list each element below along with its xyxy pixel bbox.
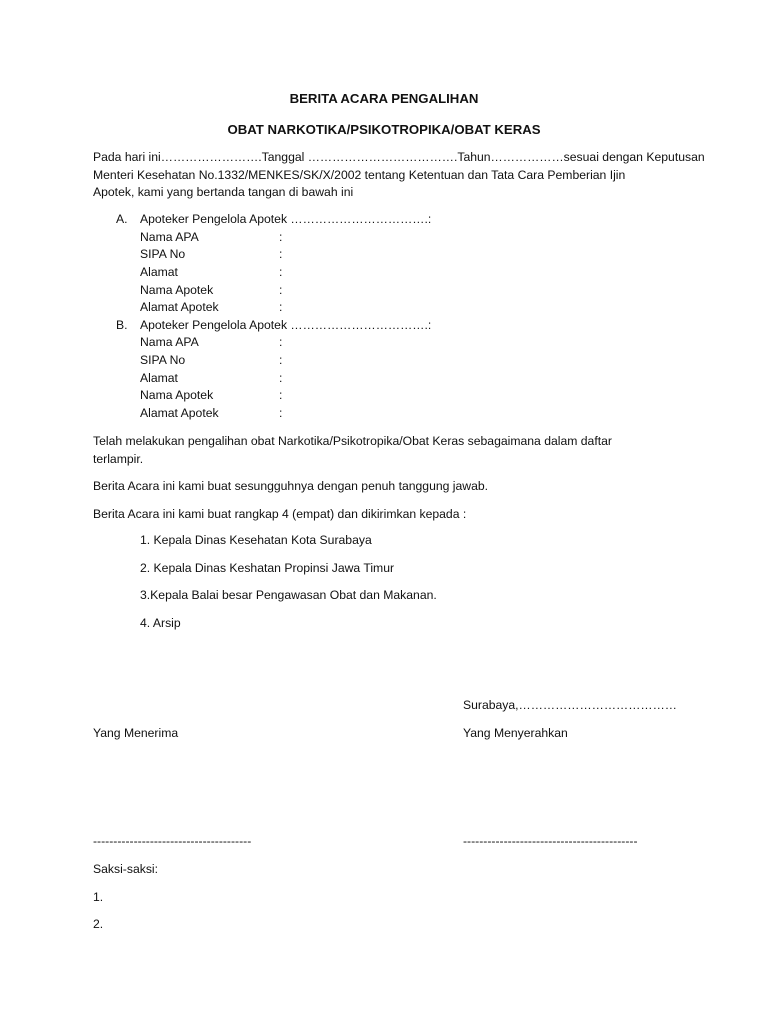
receiver-label: Yang Menerima [93,726,179,740]
recipient-item: 4. Arsip [140,616,181,630]
responsibility-statement: Berita Acara ini kami buat sesungguhnya dengan penuh tanggung jawab. [93,479,489,493]
recipient-item: 2. Kepala Dinas Keshatan Propinsi Jawa Timur [140,561,395,575]
intro-paragraph [93,149,705,202]
receiver-signature-line: --------------------------------------- [93,834,252,848]
recipient-item: 3.Kepala Balai besar Pengawasan Obat dan Makanan. [140,588,437,602]
section-a-field-label: SIPA No [140,247,186,261]
section-b-field-colon: : [279,406,283,420]
document-title-line-1: BERITA ACARA PENGALIHAN [289,91,479,106]
witness-item: 2. [93,917,104,931]
section-a-field-colon: : [279,230,283,244]
transfer-statement-line: terlampir. [93,451,144,466]
document-title-line-2: OBAT NARKOTIKA/PSIKOTROPIKA/OBAT KERAS [227,122,541,137]
section-a-field-colon: : [279,300,283,314]
section-b-field-colon: : [279,335,283,349]
section-a-field-colon: : [279,265,283,279]
section-b-field-label: Nama Apotek [140,388,214,402]
section-a-field-colon: : [279,283,283,297]
intro-line: Menteri Kesehatan No.1332/MENKES/SK/X/2002 tentang Ketentuan dan Tata Cara Pemberian Ijin [93,167,626,182]
section-b-field-colon: : [279,371,283,385]
section-b-field-label: SIPA No [140,353,186,367]
copies-statement: Berita Acara ini kami buat rangkap 4 (empat) dan dikirimkan kepada : [93,507,467,521]
section-a-heading: Apoteker Pengelola Apotek …………………………….: [140,212,432,226]
section-a-field-label: Nama APA [140,230,199,244]
place-date-line: Surabaya,………………………………… [463,698,677,712]
giver-signature-line: ------------------------------------------- [463,834,638,848]
section-b-field-colon: : [279,353,283,367]
witnesses-label: Saksi-saksi: [93,862,159,876]
witness-item: 1. [93,890,104,904]
section-a-field-colon: : [279,247,283,261]
section-b-letter: B. [116,318,128,332]
section-a-field-label: Alamat Apotek [140,300,219,314]
transfer-statement-line: Telah melakukan pengalihan obat Narkotika/Psikotropika/Obat Keras sebagaimana dalam daftar [93,434,612,448]
section-a-letter: A. [116,212,128,226]
section-b-heading: Apoteker Pengelola Apotek …………………………….: [140,318,432,332]
section-a-field-label: Nama Apotek [140,283,214,297]
section-b-field-label: Alamat [140,371,178,385]
transfer-statement [93,433,673,468]
intro-line: Pada hari ini…………………….Tanggal ……………………………….Tahun………………sesuai dengan Keputusan [93,150,705,164]
section-b-field-colon: : [279,388,283,402]
section-a-field-label: Alamat [140,265,178,279]
intro-line: Apotek, kami yang bertanda tangan di bawah ini [93,185,354,200]
giver-label: Yang Menyerahkan [463,726,568,740]
section-b-field-label: Nama APA [140,335,199,349]
section-b-field-label: Alamat Apotek [140,406,219,420]
recipient-item: 1. Kepala Dinas Kesehatan Kota Surabaya [140,533,372,547]
